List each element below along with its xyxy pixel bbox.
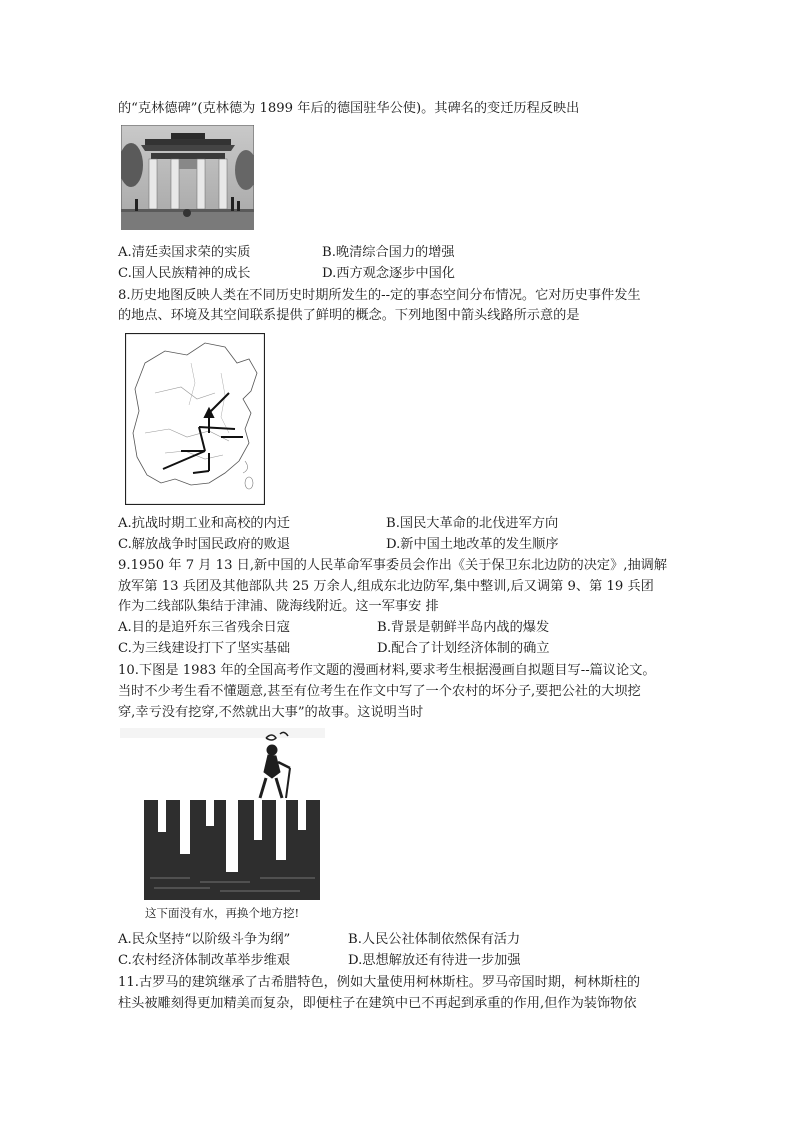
q7-option-b: B.晚清综合国力的增强 (322, 245, 455, 260)
q8-line-2: 的地点、环境及其空间联系提供了鲜明的概念。下列地图中箭头线路所示意的是 (118, 308, 580, 323)
q8-option-c: C.解放战争时国民政府的败退 (118, 537, 291, 552)
q10-option-c: C.农村经济体制改革举步维艰 (118, 953, 291, 968)
q8-option-d: D.新中国土地改革的发生顺序 (386, 537, 559, 552)
q9-line-1: 9.1950 年 7 月 13 日,新中国的人民革命军事委员会作出《关于保卫东北边防的决定》,抽调解 (118, 558, 668, 573)
q10-option-d: D.思想解放还有待进一步加强 (348, 953, 521, 968)
q8-line-1: 8.历史地图反映人类在不同历史时期所发生的--定的事态空间分布情况。它对历史事件发生 (118, 288, 641, 303)
q7-intro-line: 的“克林德碑”(克林德为 1899 年后的德国驻华公使)。其碑名的变迁历程反映出 (118, 101, 580, 116)
q10-option-b: B.人民公社体制依然保有活力 (348, 932, 521, 947)
q10-line-1: 10.下图是 1983 年的全国高考作文题的漫画材料,要求考生根据漫画自拟题目写--篇议论文。 (118, 663, 656, 678)
q7-option-c: C.国人民族精神的成长 (118, 266, 251, 281)
q9-line-3: 作为二线部队集结于津浦、陇海线附近。这一军事安 排 (118, 599, 439, 614)
china-historical-map (125, 333, 265, 505)
q7-option-a: A.清廷卖国求荣的实质 (118, 245, 251, 260)
q8-option-a: A.抗战时期工业和高校的内迁 (118, 516, 290, 531)
q7-option-d: D.西方观念逐步中国化 (322, 266, 455, 281)
q9-line-2: 放军第 13 兵团及其他部队共 25 万余人,组成东北边防军,集中整训,后又调第 9、第 19 兵团 (118, 579, 654, 594)
digging-well-cartoon (120, 728, 325, 908)
q10-line-2: 当时不少考生看不懂题意,甚至有位考生在作文中写了一个农村的坏分子,要把公社的大坝挖 (118, 684, 641, 699)
cartoon-caption: 这下面没有水，再换个地方挖! (145, 906, 300, 920)
q10-line-3: 穿,幸亏没有挖穿,不然就出大事”的故事。这说明当时 (118, 705, 424, 720)
q11-line-1: 11.古罗马的建筑继承了古希腊特色，例如大量使用柯林斯柱。罗马帝国时期，柯林斯柱的 (118, 975, 641, 990)
q9-option-a: A.目的是追歼东三省残余日寇 (118, 620, 290, 635)
q10-option-a: A.民众坚持“以阶级斗争为纲” (118, 932, 291, 947)
q9-option-b: B.背景是朝鲜半岛内战的爆发 (377, 620, 550, 635)
q9-option-c: C.为三线建设打下了坚实基础 (118, 641, 291, 656)
q9-option-d: D.配合了计划经济体制的确立 (377, 641, 550, 656)
memorial-archway-photo (121, 125, 254, 230)
q11-line-2: 柱头被雕刻得更加精美而复杂，即便柱子在建筑中已不再起到承重的作用,但作为装饰物依 (118, 996, 637, 1011)
q8-option-b: B.国民大革命的北伐进军方向 (386, 516, 559, 531)
